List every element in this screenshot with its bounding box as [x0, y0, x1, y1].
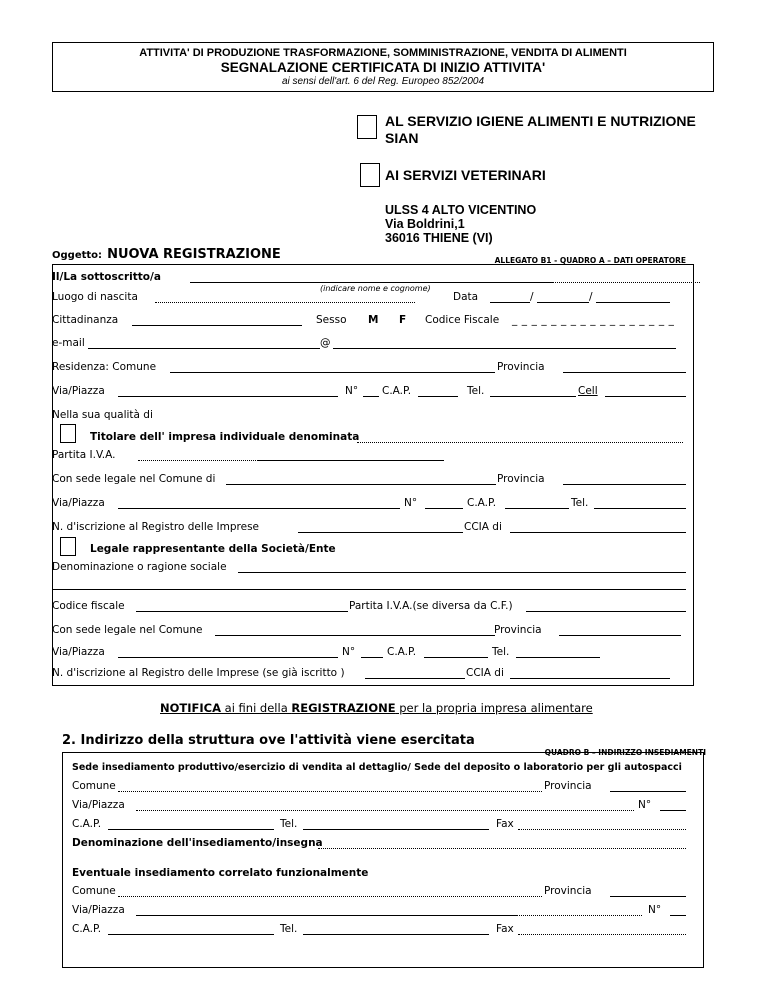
residence-field[interactable]	[170, 361, 495, 373]
premises-street-field[interactable]	[136, 799, 634, 811]
header-line1: ATTIVITA' DI PRODUZIONE TRASFORMAZIONE, SOMMINISTRAZIONE, VENDITA DI ALIMENTI	[139, 47, 627, 59]
legal-rep-checkbox[interactable]	[60, 537, 76, 556]
section-a-tag: ALLEGATO B1 - QUADRO A – DATI OPERATORE	[494, 256, 686, 265]
related-number-field[interactable]	[670, 904, 686, 916]
sex-label: Sesso	[316, 314, 347, 326]
header-title: SEGNALAZIONE CERTIFICATA DI INIZIO ATTIVITA'	[220, 60, 546, 75]
owner-name-field[interactable]	[357, 431, 683, 443]
cap-field[interactable]	[418, 385, 458, 397]
tel2-field[interactable]	[594, 497, 686, 509]
email-domain-field[interactable]	[333, 337, 676, 349]
undersigned-label: Il/La sottoscritto/a	[52, 271, 161, 283]
date-year-field[interactable]	[596, 291, 670, 303]
citizenship-field[interactable]	[132, 314, 302, 326]
company-name-label: Denominazione o ragione sociale	[52, 561, 227, 573]
related-province-field[interactable]	[610, 885, 686, 897]
ccia2-field[interactable]	[510, 667, 670, 679]
legal-rep-label: Legale rappresentante della Società/Ente	[90, 543, 336, 555]
related-cap-field[interactable]	[108, 923, 274, 935]
section-b-heading: 2. Indirizzo della struttura ove l'attività viene esercitata	[62, 733, 475, 748]
legal-seat-field[interactable]	[226, 473, 496, 485]
house-number2-field[interactable]	[425, 497, 463, 509]
premises-cap-field[interactable]	[108, 818, 274, 830]
owner-checkbox[interactable]	[60, 424, 76, 443]
street2-field[interactable]	[118, 497, 400, 509]
house-number-field[interactable]	[363, 385, 379, 397]
veterinary-checkbox[interactable]	[360, 163, 380, 187]
legal-seat2-province-field[interactable]	[559, 624, 681, 636]
house-number3-field[interactable]	[361, 646, 383, 658]
related-premises-label: Eventuale insediamento correlato funzionalmente	[72, 867, 369, 879]
tel-field[interactable]	[490, 385, 576, 397]
premises-fax-field[interactable]	[518, 818, 686, 830]
legal-seat-province-field[interactable]	[563, 473, 686, 485]
premises-comune-field[interactable]	[118, 780, 542, 792]
street3-field[interactable]	[118, 646, 338, 658]
subject-line: Oggetto: NUOVA REGISTRAZIONE	[52, 247, 281, 262]
premises-subtitle: Sede insediamento produttivo/esercizio di vendita al dettaglio/ Sede del deposito o laboratorio per gli autospacci	[72, 762, 682, 773]
ccia-field[interactable]	[510, 521, 686, 533]
registry2-field[interactable]	[365, 667, 465, 679]
birthplace-label: Luogo di nascita	[52, 291, 138, 303]
vat-field[interactable]	[258, 449, 444, 461]
related-street-field[interactable]	[136, 904, 516, 916]
tax-code-field[interactable]: _ _ _ _ _ _ _ _ _ _ _ _ _ _ _ _ _	[512, 314, 675, 326]
street3-label: Via/Piazza	[52, 646, 105, 658]
date-day-field[interactable]	[490, 291, 530, 303]
tel3-field[interactable]	[516, 646, 600, 658]
cap2-field[interactable]	[505, 497, 569, 509]
legal-seat2-field[interactable]	[215, 624, 495, 636]
cell-field[interactable]	[605, 385, 686, 397]
vat2-field[interactable]	[526, 600, 686, 612]
document-header	[52, 42, 714, 92]
registry2-label: N. d'iscrizione al Registro delle Imprese (se già iscritto )	[52, 667, 345, 679]
date-label: Data	[453, 291, 479, 303]
sian-checkbox[interactable]	[357, 115, 377, 139]
premises-number-field[interactable]	[660, 799, 686, 811]
capacity-label: Nella sua qualità di	[52, 409, 153, 421]
legal-seat2-label: Con sede legale nel Comune	[52, 624, 203, 636]
premises-province-field[interactable]	[610, 780, 686, 792]
registry-label: N. d'iscrizione al Registro delle Imprese	[52, 521, 259, 533]
sex-m-option[interactable]: M	[368, 314, 379, 326]
legal-seat-label: Con sede legale nel Comune di	[52, 473, 216, 485]
recipient-address: ULSS 4 ALTO VICENTINO Via Boldrini,1 36016 THIENE (VI)	[385, 203, 537, 245]
owner-label: Titolare dell' impresa individuale denominata	[90, 431, 360, 443]
recipient-sian: AL SERVIZIO IGIENE ALIMENTI E NUTRIZIONE SIAN	[385, 113, 696, 146]
tax-code-label: Codice Fiscale	[425, 314, 500, 326]
notice-line: NOTIFICA ai fini della REGISTRAZIONE per la propria impresa alimentare	[160, 701, 593, 715]
email-user-field[interactable]	[88, 337, 320, 349]
tax-code2-field[interactable]	[136, 600, 348, 612]
company-name-field-2[interactable]	[52, 578, 686, 590]
premises-sign-label: Denominazione dell'insediamento/insegna	[72, 837, 323, 849]
related-tel-field[interactable]	[303, 923, 489, 935]
section-b-tag: QUADRO B – INDIRIZZO INSEDIAMENTI	[544, 748, 706, 757]
registry-field[interactable]	[298, 521, 463, 533]
premises-tel-field[interactable]	[303, 818, 489, 830]
street-label: Via/Piazza	[52, 385, 105, 397]
sex-f-option[interactable]: F	[399, 314, 407, 326]
cap3-field[interactable]	[424, 646, 488, 658]
related-comune-field[interactable]	[118, 885, 542, 897]
tax-code2-label: Codice fiscale	[52, 600, 125, 612]
company-name-field[interactable]	[238, 561, 686, 573]
street-field[interactable]	[118, 385, 338, 397]
province-field[interactable]	[563, 361, 686, 373]
date-month-field[interactable]	[537, 291, 589, 303]
recipient-veterinary: AI SERVIZI VETERINARI	[385, 167, 546, 183]
related-fax-field[interactable]	[518, 923, 686, 935]
header-subtitle: ai sensi dell'art. 6 del Reg. Europeo 852/2004	[281, 76, 485, 87]
email-label: e-mail	[52, 337, 85, 349]
name-field[interactable]	[190, 271, 552, 283]
name-hint: (indicare nome e cognome)	[320, 284, 431, 293]
birthplace-field[interactable]	[155, 291, 415, 303]
citizenship-label: Cittadinanza	[52, 314, 119, 326]
residence-label: Residenza: Comune	[52, 361, 157, 373]
vat-label: Partita I.V.A.	[52, 449, 116, 461]
province-label: Provincia	[497, 361, 545, 373]
premises-sign-field[interactable]	[318, 837, 686, 849]
street2-label: Via/Piazza	[52, 497, 105, 509]
